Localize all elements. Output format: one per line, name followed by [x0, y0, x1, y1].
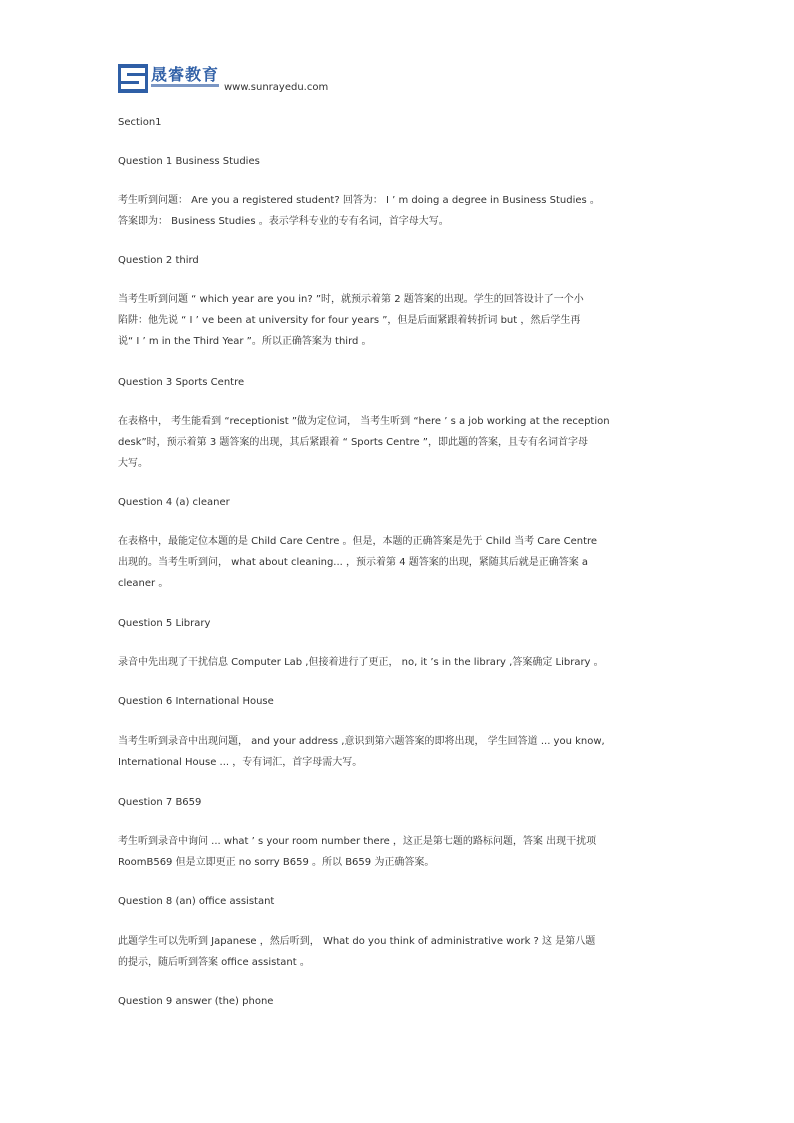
company-logo	[118, 63, 222, 95]
question-explanation	[118, 652, 674, 673]
text-line: 录音中先出现了干扰信息 Computer Lab ,但接着进行了更正， no, it ’s in the library ,答案确定 Library 。	[118, 657, 604, 668]
question-heading: Question 8 (an) office assistant	[118, 896, 275, 907]
text-line: RoomB569 但是立即更正 no sorry B659 。所以 B659 为正确答案。	[118, 857, 435, 868]
question-heading: Question 2 third	[118, 255, 199, 266]
text-line: 此题学生可以先听到 Japanese ，然后听到， What do you think of administrative work ? 这 是第八题	[118, 936, 596, 947]
question-explanation	[118, 411, 674, 474]
text-line: 的提示，随后听到答案 office assistant 。	[118, 957, 310, 968]
section-title: Section1	[118, 117, 162, 128]
text-line: 在表格中， 考生能看到 “receptionist ”做为定位词， 当考生听到 “here ’ s a job working at the reception	[118, 416, 610, 427]
question-explanation	[118, 289, 674, 352]
logo-text: 晟睿教育	[151, 65, 220, 84]
text-line: International House ... ，专有词汇，首字母需大写。	[118, 757, 363, 768]
text-line: 当考生听到录音中出现问题， and your address ,意识到第六题答案的即将出现， 学生回答道 ... you know,	[118, 736, 605, 747]
question-heading: Question 7 B659	[118, 797, 202, 808]
text-line: 陷阱：他先说 “ I ’ ve been at university for four years ”，但是后面紧跟着转折词 but ，然后学生再	[118, 315, 581, 326]
text-line: 出现的。当考生听到问， what about cleaning... ，预示着第 4 题答案的出现，紧随其后就是正确答案 a	[118, 557, 589, 568]
logo-subline	[151, 83, 219, 88]
question-heading: Question 5 Library	[118, 618, 211, 629]
text-line: 大写。	[118, 458, 148, 469]
text-line: 考生听到录音中询问 ... what ’ s your room number there ，这正是第七题的路标问题，答案 出现干扰项	[118, 836, 597, 847]
text-line: desk”时，预示着第 3 题答案的出现，其后紧跟着 “ Sports Centre ”，即此题的答案，且专有名词首字母	[118, 437, 588, 448]
question-explanation	[118, 531, 674, 594]
logo-s-icon	[118, 64, 148, 93]
question-explanation	[118, 931, 674, 973]
text-line: 在表格中，最能定位本题的是 Child Care Centre 。但是，本题的正确答案是先于 Child 当考 Care Centre	[118, 536, 598, 547]
text-line: 说“ I ’ m in the Third Year ”。所以正确答案为 third 。	[118, 336, 372, 347]
question-heading: Question 3 Sports Centre	[118, 377, 245, 388]
question-heading: Question 9 answer (the) phone	[118, 996, 274, 1007]
question-explanation	[118, 190, 674, 232]
question-explanation	[118, 731, 674, 773]
text-line: cleaner 。	[118, 578, 169, 589]
question-heading: Question 1 Business Studies	[118, 156, 260, 167]
text-line: 考生听到问题： Are you a registered student? 回答为： I ’ m doing a degree in Business Studies 。	[118, 195, 600, 206]
text-line: 答案即为： Business Studies 。表示学科专业的专有名词，首字母大写。	[118, 216, 449, 227]
question-heading: Question 6 International House	[118, 696, 274, 707]
site-url[interactable]: www.sunrayedu.com	[224, 82, 329, 93]
question-heading: Question 4 (a) cleaner	[118, 497, 230, 508]
text-line: 当考生听到问题 “ which year are you in? ”时，就预示着第 2 题答案的出现。学生的回答设计了一个小	[118, 294, 584, 305]
question-explanation	[118, 831, 674, 873]
